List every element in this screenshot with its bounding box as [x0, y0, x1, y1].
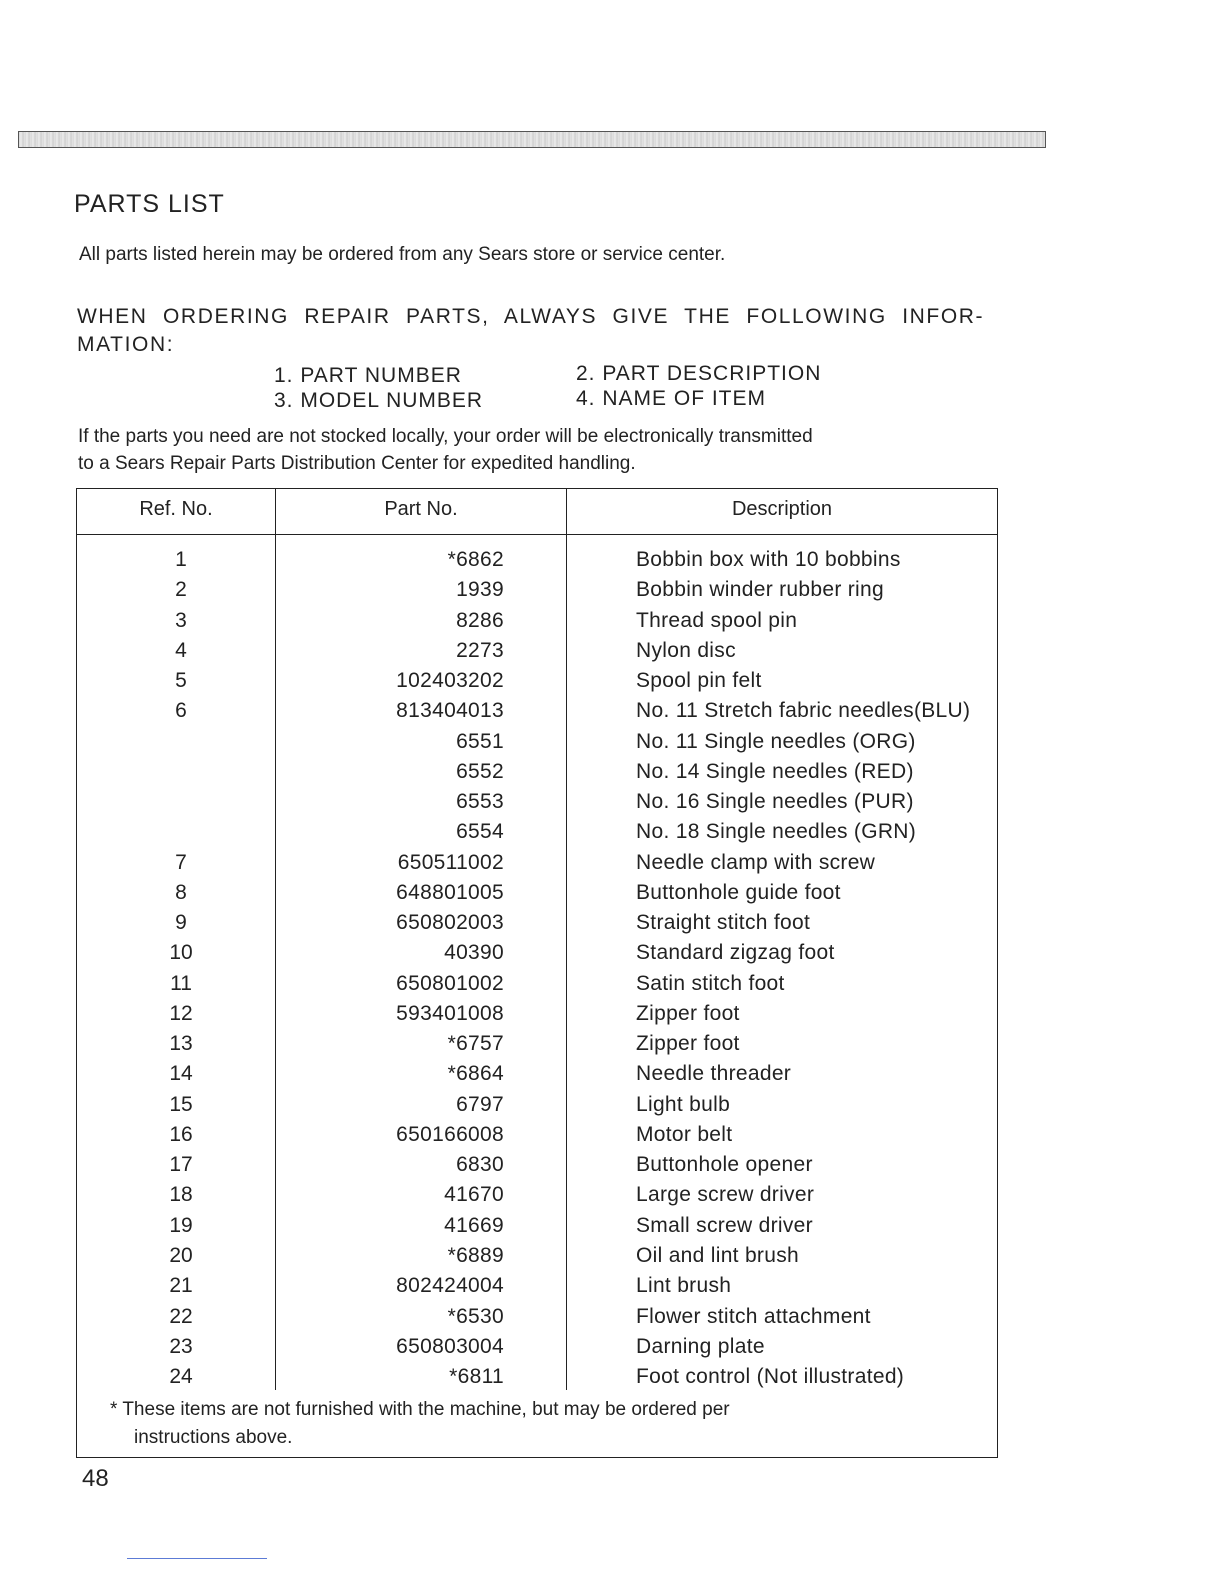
info-item-name-of-item: 4. NAME OF ITEM	[576, 387, 767, 410]
cell-part-no: 2273	[456, 638, 504, 662]
cell-part-no: 650803004	[396, 1334, 504, 1358]
cell-description: Needle clamp with screw	[636, 850, 876, 874]
info-item-part-description: 2. PART DESCRIPTION	[576, 362, 822, 385]
cell-description: Satin stitch foot	[636, 971, 785, 995]
cell-part-no: 650801002	[396, 971, 504, 995]
table-row	[76, 1093, 998, 1123]
table-row	[76, 1335, 998, 1365]
table-row	[76, 578, 998, 608]
table-header-divider	[76, 534, 998, 535]
cell-part-no: 650802003	[396, 911, 504, 935]
table-row	[76, 911, 998, 941]
table-row	[76, 972, 998, 1002]
cell-ref-no: 14	[169, 1062, 193, 1086]
ordering-instructions	[77, 303, 1007, 359]
cell-description: Straight stitch foot	[636, 911, 811, 935]
cell-part-no: 6797	[456, 1092, 504, 1116]
cell-ref-no: 9	[175, 911, 187, 935]
cell-ref-no: 17	[169, 1153, 193, 1177]
bottom-rule	[127, 1558, 267, 1559]
cell-ref-no: 7	[175, 850, 187, 874]
column-header-ref-no: Ref. No.	[139, 498, 213, 520]
cell-description: No. 11 Single needles (ORG)	[636, 729, 916, 753]
table-row	[76, 1274, 998, 1304]
cell-part-no: 6554	[456, 820, 504, 844]
info-item-part-number: 1. PART NUMBER	[274, 364, 462, 387]
cell-part-no: 650166008	[396, 1122, 504, 1146]
cell-description: Large screw driver	[636, 1183, 815, 1207]
cell-ref-no: 2	[175, 578, 187, 602]
page-title: PARTS LIST	[74, 190, 225, 218]
cell-description: Lint brush	[636, 1274, 732, 1298]
cell-part-no: 6551	[456, 729, 504, 753]
cell-part-no: 41669	[444, 1213, 504, 1237]
cell-ref-no: 5	[175, 669, 187, 693]
cell-description: Thread spool pin	[636, 608, 798, 632]
cell-description: Bobbin winder rubber ring	[636, 578, 884, 602]
table-row	[76, 1032, 998, 1062]
cell-description: Bobbin box with 10 bobbins	[636, 548, 901, 571]
cell-part-no: *6864	[447, 1062, 504, 1086]
top-decorative-band	[18, 131, 1046, 148]
cell-part-no: 8286	[456, 608, 504, 632]
table-row	[76, 1365, 998, 1395]
cell-description: No. 11 Stretch fabric needles(BLU)	[636, 699, 971, 723]
cell-description: Motor belt	[636, 1122, 733, 1146]
cell-ref-no: 4	[175, 638, 187, 662]
cell-ref-no: 13	[169, 1032, 193, 1056]
cell-description: No. 18 Single needles (GRN)	[636, 820, 917, 844]
ordering-instructions-line-1: WHEN ORDERING REPAIR PARTS, ALWAYS GIVE THE FOLLOWING INFOR-	[77, 305, 985, 328]
cell-part-no: 593401008	[396, 1001, 504, 1025]
table-row	[76, 609, 998, 639]
cell-part-no: 41670	[444, 1183, 504, 1207]
cell-part-no: 40390	[444, 941, 504, 965]
cell-description: Needle threader	[636, 1062, 792, 1086]
cell-description: Standard zigzag foot	[636, 941, 835, 965]
cell-part-no: *6530	[447, 1304, 504, 1328]
cell-ref-no: 20	[169, 1243, 193, 1267]
table-row	[76, 699, 998, 729]
cell-ref-no: 3	[175, 608, 187, 632]
footnote-line-1: * These items are not furnished with the machine, but may be ordered per	[110, 1399, 730, 1420]
cell-part-no: 1939	[456, 578, 504, 602]
table-row	[76, 1062, 998, 1092]
cell-ref-no: 15	[169, 1092, 193, 1116]
footnote-line-2: instructions above.	[134, 1427, 293, 1448]
table-row	[76, 790, 998, 820]
intro-text: All parts listed herein may be ordered from any Sears store or service center.	[79, 244, 726, 265]
cell-description: Zipper foot	[636, 1032, 740, 1056]
cell-description: Buttonhole opener	[636, 1153, 813, 1177]
cell-description: Buttonhole guide foot	[636, 880, 841, 904]
cell-ref-no: 11	[170, 971, 192, 995]
cell-part-no: 813404013	[396, 699, 504, 723]
cell-ref-no: 16	[169, 1122, 193, 1146]
table-row	[76, 941, 998, 971]
column-header-description: Description	[731, 498, 833, 520]
table-row	[76, 548, 998, 578]
cell-ref-no: 18	[169, 1183, 193, 1207]
cell-part-no: 650511002	[397, 850, 504, 874]
cell-ref-no: 6	[175, 699, 187, 723]
cell-part-no: *6811	[449, 1365, 504, 1389]
cell-ref-no: 8	[175, 880, 187, 904]
cell-part-no: 102403202	[396, 669, 504, 693]
cell-description: Zipper foot	[636, 1001, 740, 1025]
table-row	[76, 1244, 998, 1274]
cell-part-no: *6757	[447, 1032, 504, 1056]
info-item-model-number: 3. MODEL NUMBER	[274, 389, 484, 412]
table-row	[76, 1183, 998, 1213]
stock-notice-line-2: to a Sears Repair Parts Distribution Center for expedited handling.	[78, 453, 636, 474]
table-row	[76, 851, 998, 881]
table-row	[76, 730, 998, 760]
cell-description: Light bulb	[636, 1092, 731, 1116]
cell-description: Spool pin felt	[636, 669, 762, 693]
cell-ref-no: 21	[169, 1274, 193, 1298]
cell-description: Oil and lint brush	[636, 1243, 799, 1267]
cell-part-no: 648801005	[396, 880, 504, 904]
cell-ref-no: 23	[169, 1334, 193, 1358]
cell-description: Nylon disc	[636, 638, 736, 662]
cell-part-no: 6553	[456, 790, 504, 814]
table-row	[76, 1123, 998, 1153]
table-row	[76, 881, 998, 911]
stock-notice-line-1: If the parts you need are not stocked locally, your order will be electronically transmitted	[78, 426, 813, 447]
cell-description: Small screw driver	[636, 1213, 813, 1237]
table-row	[76, 820, 998, 850]
table-row	[76, 1002, 998, 1032]
table-row	[76, 639, 998, 669]
table-row	[76, 1305, 998, 1335]
cell-description: No. 16 Single needles (PUR)	[636, 790, 914, 814]
table-row	[76, 1153, 998, 1183]
footnote	[110, 1396, 970, 1452]
cell-part-no: *6862	[447, 548, 504, 571]
cell-ref-no: 24	[169, 1365, 193, 1389]
cell-ref-no: 1	[175, 548, 187, 571]
cell-description: Darning plate	[636, 1334, 765, 1358]
cell-ref-no: 22	[169, 1304, 193, 1328]
table-row	[76, 669, 998, 699]
cell-ref-no: 12	[169, 1001, 193, 1025]
cell-description: No. 14 Single needles (RED)	[636, 759, 914, 783]
cell-part-no: 6552	[456, 759, 504, 783]
cell-ref-no: 10	[169, 941, 193, 965]
column-header-part-no: Part No.	[384, 498, 458, 520]
ordering-instructions-line-2: MATION:	[77, 333, 175, 356]
stock-notice	[78, 423, 1018, 477]
cell-ref-no: 19	[169, 1213, 193, 1237]
table-row	[76, 1214, 998, 1244]
cell-part-no: 6830	[456, 1153, 504, 1177]
cell-part-no: *6889	[447, 1243, 504, 1267]
table-row	[76, 760, 998, 790]
page-number: 48	[82, 1465, 109, 1492]
cell-description: Flower stitch attachment	[636, 1304, 871, 1328]
cell-part-no: 802424004	[396, 1274, 504, 1298]
cell-description: Foot control (Not illustrated)	[636, 1365, 905, 1389]
